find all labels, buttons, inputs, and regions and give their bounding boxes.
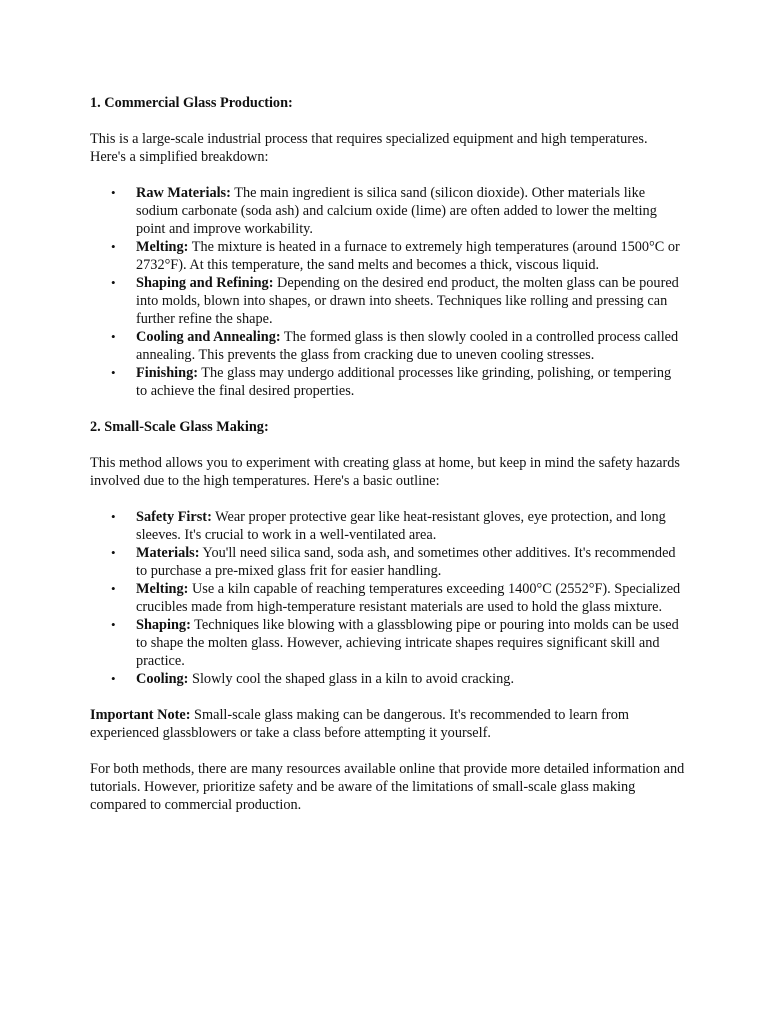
bullet-icon: •: [111, 239, 116, 254]
item-text: Slowly cool the shaped glass in a kiln to avoid cracking.: [188, 671, 515, 687]
section-2-list: [90, 508, 685, 688]
item-text: You'll need silica sand, soda ash, and sometimes other additives. It's recommended to purchase a pre-mixed glass frit for easier handling.: [136, 545, 676, 579]
bullet-icon: •: [111, 617, 116, 632]
bullet-icon: •: [111, 329, 116, 344]
item-lead: Materials:: [136, 545, 200, 561]
note-lead: Important Note:: [90, 707, 191, 723]
section-2-heading: 2. Small-Scale Glass Making:: [90, 419, 269, 435]
item-text: The main ingredient is silica sand (silicon dioxide). Other materials like sodium carbonate (soda ash) and calcium oxide (lime) are often added to lower the melting point and improve workability.: [136, 185, 657, 237]
list-item: [90, 364, 685, 400]
item-text: Depending on the desired end product, the molten glass can be poured into molds, blown into shapes, or drawn into sheets. Techniques like rolling and pressing can further refine the shape.: [136, 275, 679, 327]
list-item: [90, 670, 685, 688]
list-item: [90, 238, 685, 274]
item-lead: Shaping:: [136, 617, 191, 633]
bullet-icon: •: [111, 275, 116, 290]
section-1-list: [90, 184, 685, 400]
important-note: [90, 706, 685, 742]
list-item: [90, 544, 685, 580]
list-item: [90, 274, 685, 328]
list-item: [90, 184, 685, 238]
item-text: Use a kiln capable of reaching temperatures exceeding 1400°C (2552°F). Specialized crucibles made from high-temperature resistant materials are used to hold the glass mixture.: [136, 581, 681, 615]
section-2-intro: This method allows you to experiment with creating glass at home, but keep in mind the safety hazards involved due to the high temperatures. Here's a basic outline:: [90, 455, 680, 489]
bullet-icon: •: [111, 545, 116, 560]
item-lead: Melting:: [136, 239, 189, 255]
document-page: [90, 94, 685, 832]
item-text: The mixture is heated in a furnace to extremely high temperatures (around 1500°C or 2732°F). At this temperature, the sand melts and becomes a thick, viscous liquid.: [136, 239, 680, 273]
bullet-icon: •: [111, 509, 116, 524]
item-text: The formed glass is then slowly cooled in a controlled process called annealing. This prevents the glass from cracking due to uneven cooling stresses.: [136, 329, 679, 363]
item-lead: Shaping and Refining:: [136, 275, 274, 291]
item-text: Wear proper protective gear like heat-resistant gloves, eye protection, and long sleeves. It's crucial to work in a well-ventilated area.: [136, 509, 666, 543]
item-lead: Raw Materials:: [136, 185, 231, 201]
list-item: [90, 328, 685, 364]
item-lead: Cooling:: [136, 671, 189, 687]
bullet-icon: •: [111, 365, 116, 380]
item-text: Techniques like blowing with a glassblowing pipe or pouring into molds can be used to shape the molten glass. However, achieving intricate shapes requires significant skill and practice.: [136, 617, 679, 669]
bullet-icon: •: [111, 185, 116, 200]
list-item: [90, 508, 685, 544]
note-text: Small-scale glass making can be dangerous. It's recommended to learn from experienced glassblowers or take a class before attempting it yourself.: [90, 707, 629, 741]
list-item: [90, 616, 685, 670]
item-lead: Melting:: [136, 581, 189, 597]
item-lead: Safety First:: [136, 509, 212, 525]
item-lead: Cooling and Annealing:: [136, 329, 281, 345]
section-1-intro: This is a large-scale industrial process that requires specialized equipment and high temperatures. Here's a simplified breakdown:: [90, 131, 648, 165]
bullet-icon: •: [111, 581, 116, 596]
section-1-heading: 1. Commercial Glass Production:: [90, 95, 293, 111]
item-lead: Finishing:: [136, 365, 198, 381]
list-item: [90, 580, 685, 616]
closing-paragraph: For both methods, there are many resources available online that provide more detailed information and tutorials. However, prioritize safety and be aware of the limitations of small-scale glass making compared to commercial production.: [90, 761, 685, 813]
item-text: The glass may undergo additional processes like grinding, polishing, or tempering to achieve the final desired properties.: [136, 365, 672, 399]
bullet-icon: •: [111, 671, 116, 686]
